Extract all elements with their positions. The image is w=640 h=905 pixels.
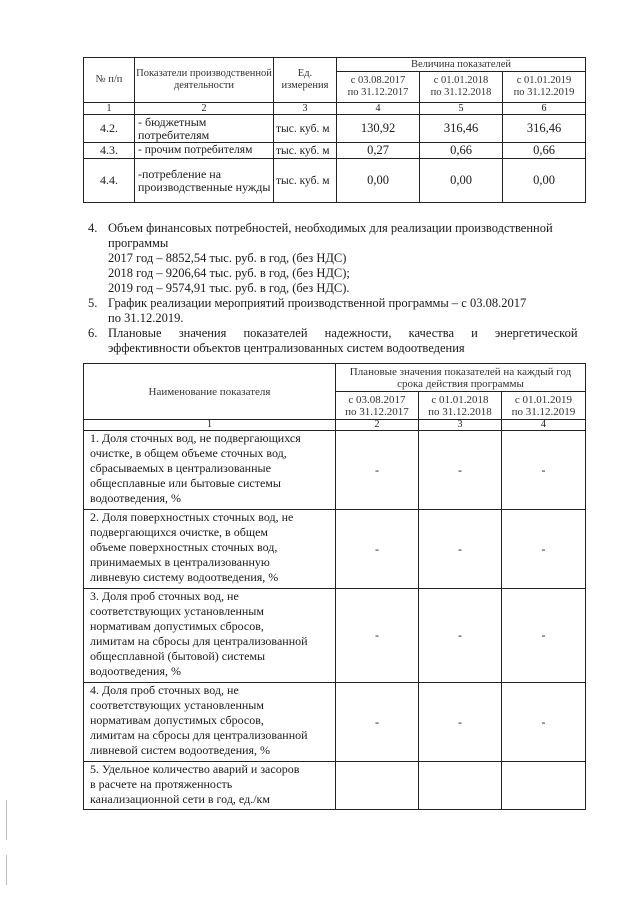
indicator-name: 1. Доля сточных вод, не подвергающихся очистке, в общем объеме сточных вод, сбрасываемых в централизованные общесплавные или бытовые системы водоотведения, % — [84, 431, 336, 510]
table-row — [84, 115, 586, 143]
header-row-number: № п/п — [84, 58, 135, 103]
column-number: 6 — [503, 103, 586, 115]
row-number: 4.4. — [84, 159, 135, 203]
indicator-name: 3. Доля проб сточных вод, не соответствующих установленным нормативам допустимых сбросов, лимитам на сбросы для централизованной общесплавной (бытовой) системы водоотведения, % — [84, 589, 336, 683]
column-number: 3 — [274, 103, 337, 115]
year-amount: 2017 год – 8852,54 тыс. руб. в год, (без НДС) — [108, 251, 347, 265]
row-name: - бюджетным потребителям — [135, 115, 274, 143]
indicator-value — [336, 762, 419, 810]
list-item-planned-values — [88, 326, 588, 356]
list-item-financial-needs — [88, 221, 588, 296]
indicator-value: - — [419, 431, 502, 510]
indicator-value: - — [502, 589, 586, 683]
production-indicators-table — [83, 57, 586, 203]
indicator-name: 5. Удельное количество аварий и засоров в расчете на протяженность канализационной сети в год, ед./км — [84, 762, 336, 810]
header-period-2018: с 01.01.2018 по 31.12.2018 — [419, 392, 502, 420]
indicator-value: - — [336, 510, 419, 589]
column-number: 3 — [419, 420, 502, 431]
row-unit: тыс. куб. м — [274, 159, 337, 203]
row-number: 4.2. — [84, 115, 135, 143]
indicator-value: - — [502, 431, 586, 510]
column-number: 4 — [337, 103, 420, 115]
numbered-list — [88, 221, 588, 356]
paragraph-line: Плановые значения показателей надежности, качества и энергетической — [108, 326, 578, 340]
column-number: 5 — [420, 103, 503, 115]
paragraph-line: Объем финансовых потребностей, необходимых для реализации производственной — [108, 221, 553, 235]
header-period-2017: с 03.08.2017 по 31.12.2017 — [336, 392, 419, 420]
column-number-row — [84, 103, 586, 115]
table-row — [84, 431, 586, 510]
row-value: 130,92 — [337, 115, 420, 143]
paragraph-line: по 31.12.2019. — [108, 311, 184, 325]
header-indicator-name: Наименование показателя — [84, 364, 336, 420]
table-row — [84, 683, 586, 762]
list-item-schedule — [88, 296, 588, 326]
table-row — [84, 159, 586, 203]
table-row — [84, 589, 586, 683]
year-amount: 2018 год – 9206,64 тыс. руб. в год, (без НДС); — [108, 266, 350, 280]
indicator-value: - — [419, 589, 502, 683]
column-number: 2 — [336, 420, 419, 431]
column-number: 2 — [135, 103, 274, 115]
row-value: 0,00 — [420, 159, 503, 203]
row-value: 316,46 — [420, 115, 503, 143]
row-name: - прочим потребителям — [135, 143, 274, 159]
indicator-value: - — [336, 431, 419, 510]
header-unit: Ед. измерения — [274, 58, 337, 103]
row-value: 0,66 — [420, 143, 503, 159]
header-values-group: Величина показателей — [337, 58, 586, 72]
header-period-2019: с 01.01.2019 по 31.12.2019 — [502, 392, 586, 420]
header-period-2018: с 01.01.2018 по 31.12.2018 — [420, 72, 503, 103]
scan-artifact — [6, 855, 7, 885]
row-value: 0,00 — [337, 159, 420, 203]
row-value: 0,66 — [503, 143, 586, 159]
indicator-value: - — [336, 589, 419, 683]
indicator-name: 4. Доля проб сточных вод, не соответствующих установленным нормативам допустимых сбросов, лимитам на сбросы для централизованной ливневой систем водоотведения, % — [84, 683, 336, 762]
table-row — [84, 762, 586, 810]
indicator-value: - — [502, 683, 586, 762]
indicator-name: 2. Доля поверхностных сточных вод, не подвергающихся очистке, в общем объеме поверхностных сточных вод, принимаемых в централизованную ливневую систему водоотведения, % — [84, 510, 336, 589]
indicator-value — [419, 762, 502, 810]
row-value: 316,46 — [503, 115, 586, 143]
paragraph-line: программы — [108, 236, 169, 250]
header-period-2017: с 03.08.2017 по 31.12.2017 — [337, 72, 420, 103]
paragraph-line: эффективности объектов централизованных систем водоотведения — [108, 341, 465, 355]
reliability-indicators-table — [83, 363, 586, 810]
row-value: 0,27 — [337, 143, 420, 159]
list-number: 6. — [88, 326, 98, 340]
indicator-value — [502, 762, 586, 810]
table-row — [84, 510, 586, 589]
year-amount: 2019 год – 9574,91 тыс. руб. в год, (без НДС). — [108, 281, 350, 295]
column-number: 4 — [502, 420, 586, 431]
column-number-row — [84, 420, 586, 431]
header-values-group: Плановые значения показателей на каждый год срока действия программы — [336, 364, 586, 392]
column-number: 1 — [84, 103, 135, 115]
indicator-value: - — [502, 510, 586, 589]
list-number: 4. — [88, 221, 98, 235]
list-number: 5. — [88, 296, 98, 310]
row-name: -потребление на производственные нужды — [135, 159, 274, 203]
row-value: 0,00 — [503, 159, 586, 203]
indicator-value: - — [419, 683, 502, 762]
table-row — [84, 143, 586, 159]
row-unit: тыс. куб. м — [274, 143, 337, 159]
paragraph-line: График реализации мероприятий производственной программы – с 03.08.2017 — [108, 296, 527, 310]
row-unit: тыс. куб. м — [274, 115, 337, 143]
header-indicator: Показатели производственной деятельности — [135, 58, 274, 103]
indicator-value: - — [336, 683, 419, 762]
row-number: 4.3. — [84, 143, 135, 159]
indicator-value: - — [419, 510, 502, 589]
header-period-2019: с 01.01.2019 по 31.12.2019 — [503, 72, 586, 103]
scan-artifact — [6, 800, 7, 840]
column-number: 1 — [84, 420, 336, 431]
